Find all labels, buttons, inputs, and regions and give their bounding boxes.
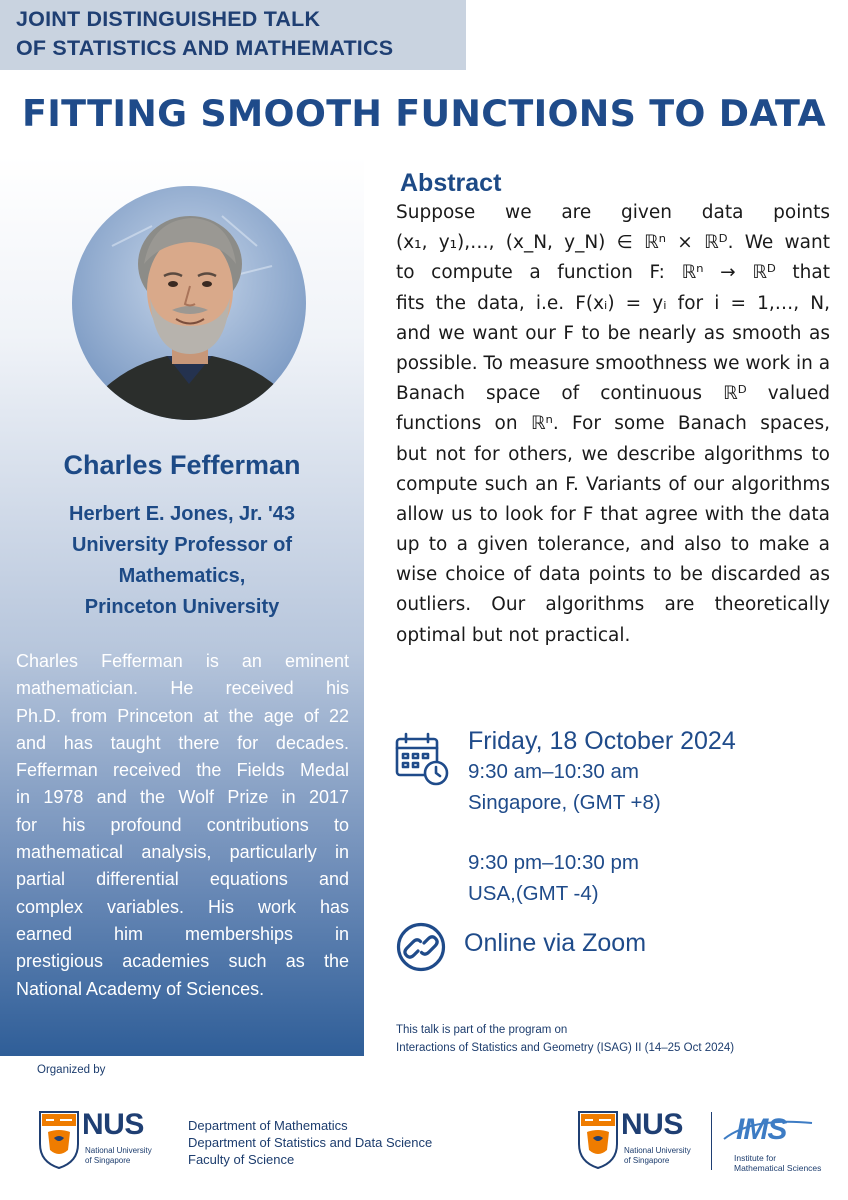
- bio-line: in 1978 and the Wolf Prize in 2017: [16, 787, 349, 808]
- nus-wordmark: NUS: [82, 1108, 144, 1141]
- bio-line: mathematical analysis, particularly in: [16, 842, 349, 863]
- ims-subtitle-line-1: Institute for: [734, 1153, 777, 1163]
- program-note-line-1: This talk is part of the program on: [396, 1024, 568, 1036]
- bio-line: earned him memberships in: [16, 923, 349, 944]
- bio-line: partial differential equations and: [16, 869, 349, 890]
- bio-line: prestigious academies such as the: [16, 951, 349, 972]
- abstract-line: Suppose we are given data points: [396, 202, 830, 223]
- event-zone-singapore: Singapore, (GMT +8): [468, 791, 661, 814]
- event-time-usa: 9:30 pm–10:30 pm: [468, 851, 639, 874]
- abstract-body: [396, 198, 830, 651]
- link-icon: [396, 922, 446, 972]
- bio-line: National Academy of Sciences.: [16, 978, 265, 999]
- calendar-clock-icon: [394, 731, 450, 787]
- abstract-line: optimal but not practical.: [396, 624, 631, 646]
- abstract-line: wise choice of data points to be discarded as: [396, 564, 830, 586]
- logo-divider: [711, 1112, 712, 1170]
- abstract-line: but not for others, we describe algorithms to: [396, 443, 830, 465]
- nus-crest-icon: [577, 1110, 619, 1170]
- event-zone-usa: USA,(GMT -4): [468, 882, 599, 905]
- nus-wordmark: NUS: [621, 1108, 683, 1141]
- bio-line: mathematician. He received his: [16, 678, 349, 699]
- abstract-line: (x₁, y₁),…, (x_N, y_N) ∈ ℝⁿ × ℝᴰ. We want: [396, 232, 830, 254]
- affiliation-line: University Professor of: [71, 534, 293, 556]
- speaker-photo: [72, 186, 306, 420]
- nus-subtitle-line-2: of Singapore: [624, 1156, 670, 1165]
- event-venue: Online via Zoom: [464, 929, 647, 957]
- bio-line: for his profound contributions to: [16, 814, 349, 835]
- abstract-line: up to a given tolerance, and also to make a: [396, 534, 830, 556]
- affiliation-line: Princeton University: [84, 596, 280, 618]
- series-banner-line-1: JOINT DISTINGUISHED TALK: [16, 7, 321, 31]
- organizer-department: Faculty of Science: [188, 1152, 295, 1167]
- bio-line: Ph.D. from Princeton at the age of 22: [16, 705, 349, 726]
- organizer-department: Department of Mathematics: [188, 1118, 348, 1133]
- ims-subtitle-line-2: Mathematical Sciences: [734, 1163, 822, 1173]
- event-date: Friday, 18 October 2024: [468, 727, 736, 755]
- speaker-bio: [16, 648, 349, 1003]
- nus-subtitle-line-1: National University: [624, 1146, 691, 1155]
- event-time-singapore: 9:30 am–10:30 am: [468, 760, 639, 783]
- bio-line: Fefferman received the Fields Medal: [16, 760, 349, 781]
- nus-crest-icon: [38, 1110, 80, 1170]
- bio-line: and has taught there for decades.: [16, 732, 349, 753]
- ims-wordmark: IMS: [736, 1113, 787, 1146]
- series-banner: [0, 0, 466, 70]
- program-note-line-2: Interactions of Statistics and Geometry (ISAG) II (14–25 Oct 2024): [396, 1042, 735, 1054]
- abstract-line: functions on ℝⁿ. For some Banach spaces,: [396, 413, 830, 435]
- nus-subtitle-line-2: of Singapore: [85, 1156, 131, 1165]
- abstract-heading: Abstract: [400, 169, 502, 197]
- bio-line: complex variables. His work has: [16, 896, 349, 917]
- abstract-line: compute such an F. Variants of our algorithms: [396, 473, 830, 495]
- abstract-line: possible. To measure smoothness we work in a: [396, 352, 831, 374]
- abstract-line: to compute a function F: ℝⁿ → ℝᴰ that: [396, 262, 830, 284]
- organized-by-label: Organized by: [37, 1064, 106, 1076]
- nus-subtitle-line-1: National University: [85, 1146, 152, 1155]
- abstract-line: and we want our F to be nearly as smooth as: [396, 322, 830, 344]
- series-banner-line-2: OF STATISTICS AND MATHEMATICS: [16, 36, 394, 60]
- affiliation-line: Mathematics,: [118, 565, 246, 587]
- abstract-line: fits the data, i.e. F(xᵢ) = yᵢ for i = 1,…, N,: [396, 292, 830, 314]
- talk-title: FITTING SMOOTH FUNCTIONS TO DATA: [22, 92, 826, 135]
- abstract-line: outliers. Our algorithms are theoretically: [396, 594, 830, 616]
- abstract-line: allow us to look for F that agree with the data: [396, 503, 830, 525]
- affiliation-line: Herbert E. Jones, Jr. '43: [69, 503, 295, 525]
- bio-line: Charles Fefferman is an eminent: [16, 651, 349, 671]
- organizer-department: Department of Statistics and Data Science: [188, 1135, 433, 1150]
- abstract-line: Banach space of continuous ℝᴰ valued: [396, 383, 830, 405]
- speaker-name: Charles Fefferman: [63, 450, 301, 480]
